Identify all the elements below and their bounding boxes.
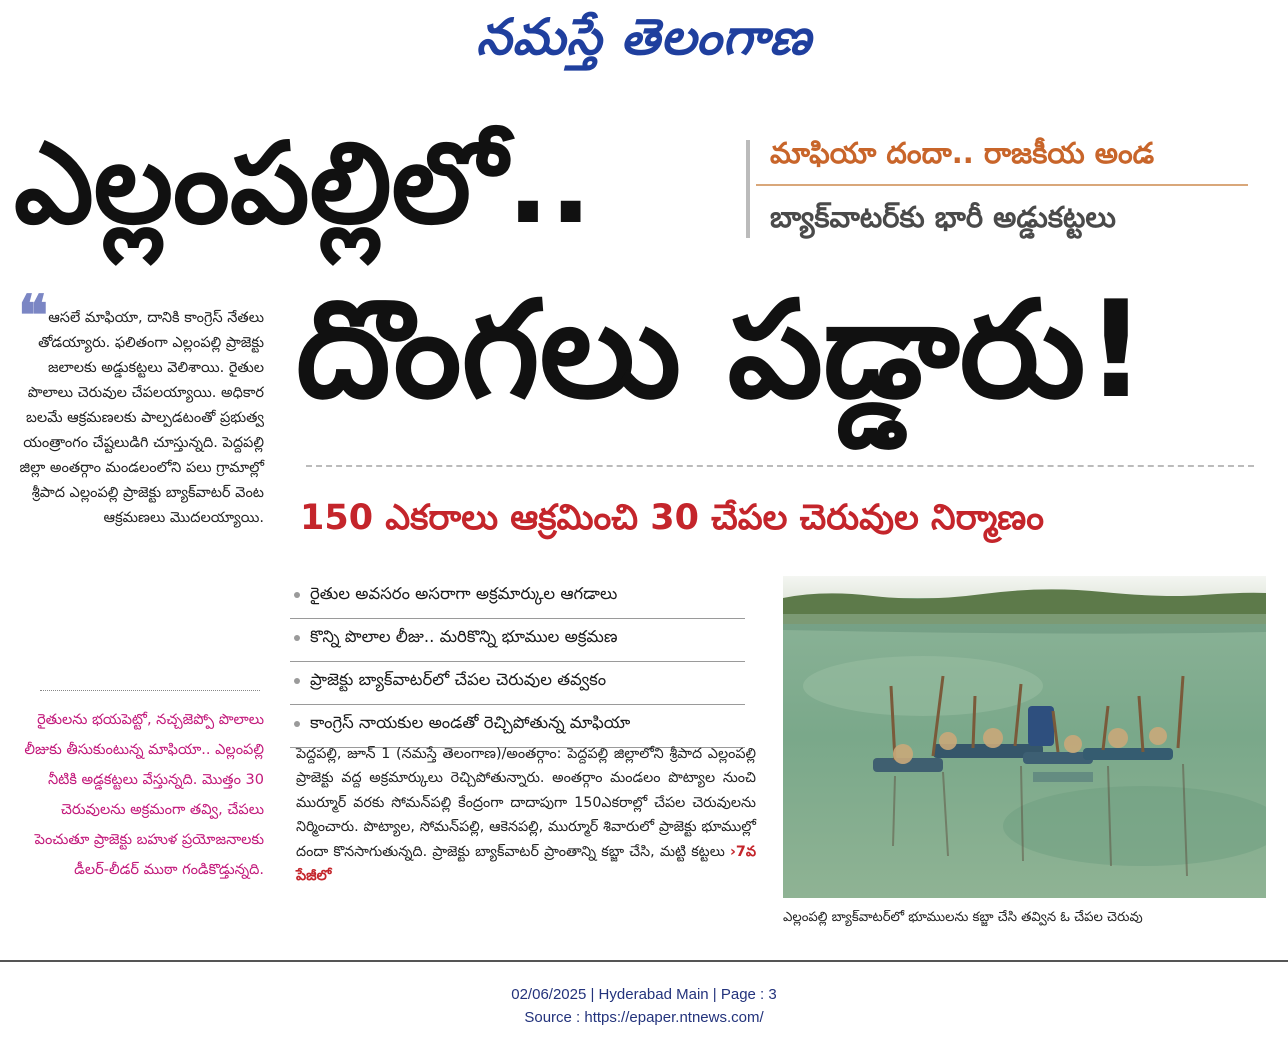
headline-rule (306, 465, 1254, 467)
footer-rule (0, 960, 1288, 962)
article-photo (783, 576, 1266, 898)
pull-quote-highlight: రైతులను భయపెట్టో, నచ్చజెప్పో పొలాలు లీజుకు తీసుకుంటున్న మాఫియా.. ఎల్లంపల్లి నీటికి అడ్డకట్టలు వేస్తున్నది. మొత్తం 30 చెరువులను అక్రమంగా తవ్వి, చేపలు పెంచుతూ ప్రాజెక్టు బహుళ ప్రయోజనాలకు డీలర్‌-లీడర్‌ ముఠా గండికొడ్తున్నది. (24, 712, 264, 878)
kicker-line-1: మాఫియా దందా.. రాజకీయ అండ (770, 136, 1155, 170)
list-item (290, 578, 745, 619)
list-item (290, 664, 745, 705)
list-item (290, 621, 745, 662)
bullet-text: రైతుల అవసరం అసరాగా అక్రమార్కుల ఆగడాలు (310, 584, 618, 603)
bullet-icon (294, 592, 300, 598)
bullet-list (290, 578, 745, 750)
pull-quote-text: ఆసలే మాఫియా, దానికి కాంగ్రెస్‌ నేతలు తోడయ్యారు. ఫలితంగా ఎల్లంపల్లి ప్రాజెక్టు జలాలకు అడ్డుకట్టలు వెలిశాయి. రైతుల పొలాలు చెరువుల చేపలయ్యాయి. అధికార బలమే ఆక్రమణలకు పాల్పడటంతో ప్రభుత్వ యంత్రాంగం చేష్టలుడిగి చూస్తున్నది. పెద్దపల్లి జిల్లా అంతర్గాం మండలంలోని పలు గ్రామాల్లో శ్రీపాద ఎల్లంపల్లి ప్రాజెక్టు బ్యాక్‌వాటర్‌ వెంట ఆక్రమణలు మొదలయ్యాయి. (19, 310, 264, 526)
kicker-rule (756, 184, 1248, 186)
bullet-icon (294, 721, 300, 727)
kicker-divider (746, 140, 750, 238)
article-body (296, 742, 756, 888)
fish-pond-photo (783, 576, 1266, 898)
pull-quote-divider (40, 690, 260, 691)
footer-source[interactable]: Source : https://epaper.ntnews.com/ (524, 1009, 764, 1026)
kicker-line-2: బ్యాక్‌వాటర్‌కు భారీ అడ్డుకట్టలు (770, 200, 1116, 234)
footer-date-edition: 02/06/2025 | Hyderabad Main | Page : 3 (511, 986, 777, 1003)
sub-headline: 150 ఎకరాలు ఆక్రమించి 30 చేపల చెరువుల నిర్మాణం (300, 498, 1044, 538)
photo-caption: ఎల్లంపల్లి బ్యాక్‌వాటర్‌లో భూములను కబ్జా చేసి తవ్విన ఓ చేపల చెరువు (783, 910, 1143, 925)
masthead: నమస్తే తెలంగాణ (476, 8, 812, 66)
bullet-text: కొన్ని పొలాల లీజు.. మరికొన్ని భూముల అక్రమణ (310, 627, 618, 646)
quote-mark-icon: ❝ (18, 283, 49, 349)
bullet-text: ప్రాజెక్టు బ్యాక్‌వాటర్‌లో చేపల చెరువుల తవ్వకం (310, 670, 607, 689)
headline-line-1: ఎల్లంపల్లిలో.. (14, 119, 592, 249)
continued-link[interactable]: ›7వ పేజీలో (296, 843, 756, 885)
headline-line-2: దొంగలు పడ్డారు! (296, 272, 1147, 428)
bullet-icon (294, 678, 300, 684)
bullet-text: కాంగ్రెస్‌ నాయకుల అండతో రెచ్చిపోతున్న మాఫియా (310, 713, 631, 732)
bullet-icon (294, 635, 300, 641)
article-body-text: పెద్దపల్లి, జూన్‌ 1 (నమస్తే తెలంగాణ)/అంతర్గాం: పెద్దపల్లి జిల్లాలోని శ్రీపాద ఎల్లంపల్లి ప్రాజెక్టు వద్ద అక్రమార్కులు రెచ్చిపోతున్నారు. అంతర్గాం మండలం పొట్యాల నుంచి ముర్మూర్‌ వరకు సోమన్‌పల్లి కేంద్రంగా దాదాపుగా 150ఎకరాల్లో చేపల చెరువులను నిర్మించారు. పొట్యాల, సోమన్‌పల్లి, ఆకెనపల్లి, ముర్మూర్‌ శివారులో ప్రాజెక్టు భూముల్లో దందా కొనసాగుతున్నది. ప్రాజెక్టు బ్యాక్‌వాటర్‌ ప్రాంతాన్ని కబ్జా చేసి, మట్టి కట్టలు (296, 746, 756, 860)
